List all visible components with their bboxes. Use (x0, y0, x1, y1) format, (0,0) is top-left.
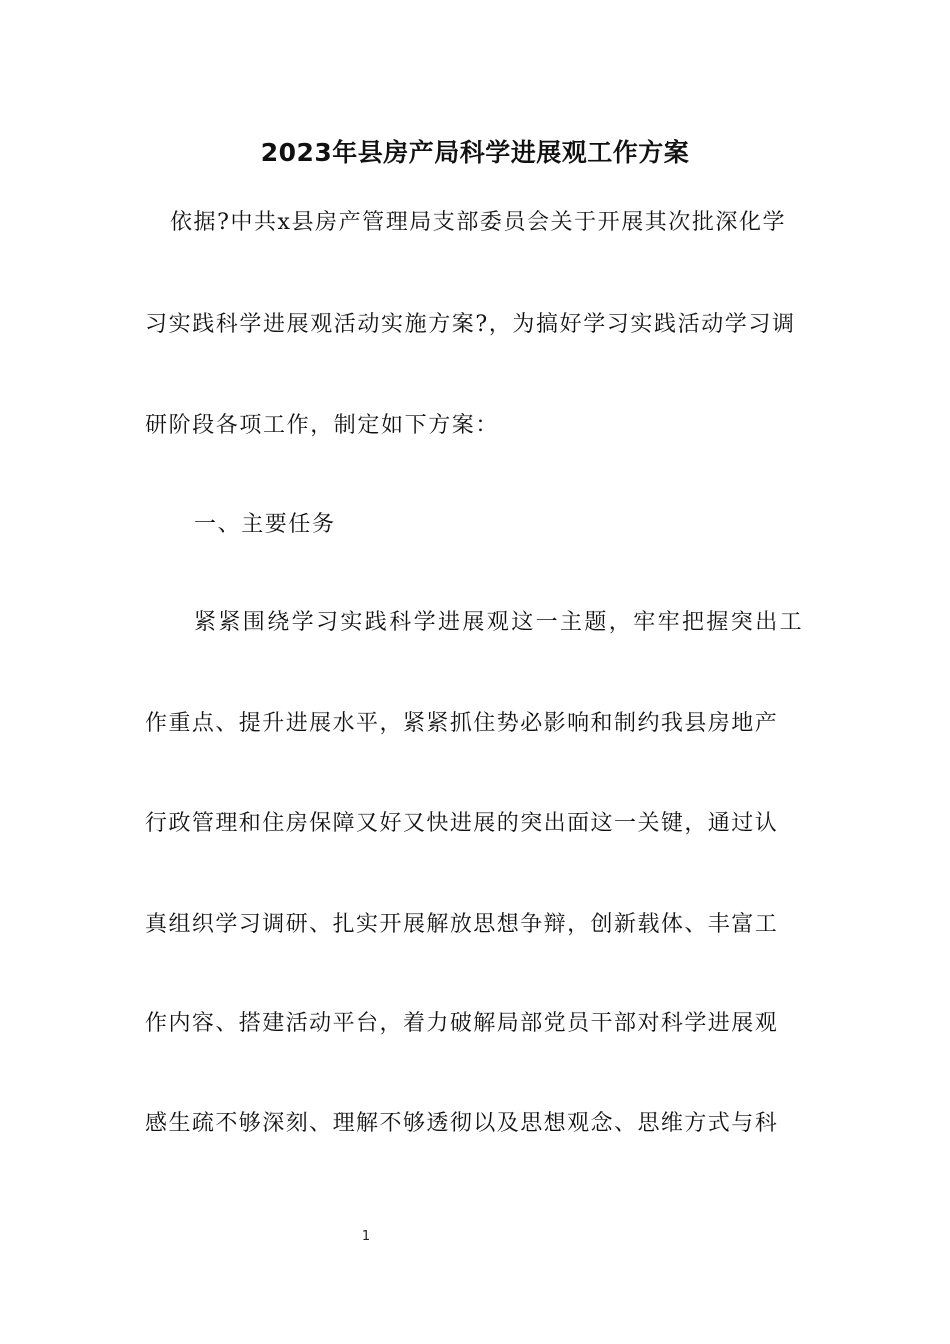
paragraph-line-9: 作内容、搭建活动平台，着力破解局部党员干部对科学进展观 (145, 1011, 779, 1036)
paragraph-line-3: 研阶段各项工作，制定如下方案： (145, 413, 500, 438)
paragraph-line-2: 习实践科学进展观活动实施方案?，为搞好学习实践活动学习调 (145, 312, 796, 337)
paragraph-line-7: 行政管理和住房保障又好又快进展的突出面这一关键，通过认 (145, 811, 779, 836)
paragraph-line-10: 感生疏不够深刻、理解不够透彻以及思想观念、思维方式与科 (145, 1111, 779, 1136)
paragraph-line-1: 依据?中共x县房产管理局支部委员会关于开展其次批深化学 (170, 210, 787, 235)
page-number: 1 (361, 1229, 371, 1244)
paragraph-line-8: 真组织学习调研、扎实开展解放思想争辩，创新载体、丰富工 (145, 912, 779, 937)
document-title: 2023年县房产局科学进展观工作方案 (260, 138, 690, 167)
paragraph-line-6: 作重点、提升进展水平，紧紧抓住势必影响和制约我县房地产 (145, 711, 779, 736)
paragraph-line-5: 紧紧围绕学习实践科学进展观这一主题，牢牢把握突出工 (194, 610, 805, 635)
section-heading: 一、主要任务 (194, 512, 336, 537)
